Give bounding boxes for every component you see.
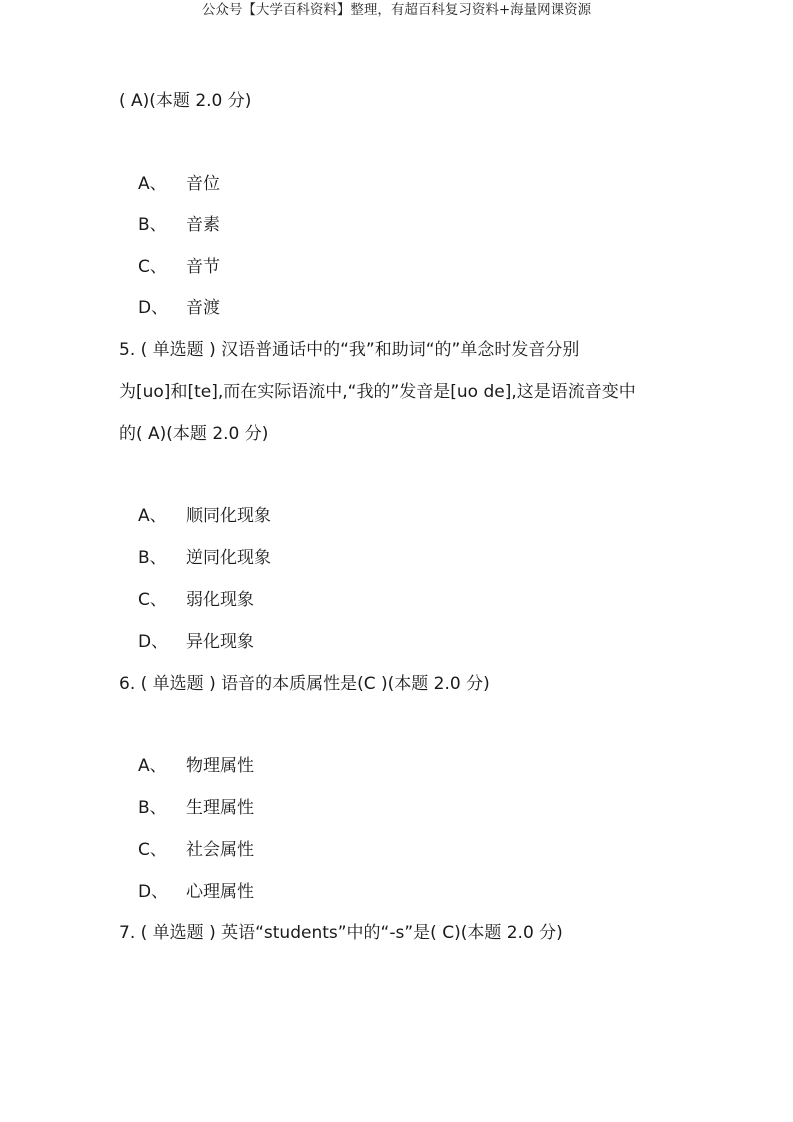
- q6-option-d-text: 心理属性: [186, 882, 254, 902]
- q6-option-b-letter: B、: [138, 798, 167, 818]
- page-header: 公众号【大学百科资料】整理，有超百科复习资料+海量网课资源: [201, 2, 592, 18]
- q5-option-c-text: 弱化现象: [186, 590, 254, 610]
- q4-option-b: [138, 213, 220, 237]
- q4-option-a: [138, 172, 220, 196]
- q6-stem-line-1: 6. ( 单选题 ) 语音的本质属性是(C )(本题 2.0 分): [119, 674, 490, 694]
- q4-option-a-letter: A、: [138, 174, 167, 194]
- q5-option-a-text: 顺同化现象: [186, 506, 271, 526]
- q6-option-b-text: 生理属性: [186, 798, 254, 818]
- q6-option-c-letter: C、: [138, 840, 167, 860]
- q4-option-c-letter: C、: [138, 257, 167, 277]
- q4-option-b-text: 音素: [186, 215, 220, 235]
- q6-option-d: [138, 880, 254, 904]
- q6-option-a-text: 物理属性: [186, 756, 254, 776]
- q5-option-b-letter: B、: [138, 548, 167, 568]
- q5-option-a-letter: A、: [138, 506, 167, 526]
- q4-option-c: [138, 255, 220, 279]
- q4-option-d: [138, 296, 220, 320]
- q4-option-b-letter: B、: [138, 215, 167, 235]
- q7-stem-line-1: 7. ( 单选题 ) 英语“students”中的“-s”是( C)(本题 2.0 分): [119, 923, 563, 943]
- q4-option-d-text: 音渡: [186, 298, 220, 318]
- q5-option-b: [138, 546, 271, 570]
- q6-option-c: [138, 838, 254, 862]
- q4-option-a-text: 音位: [186, 174, 220, 194]
- q5-option-d: [138, 630, 254, 654]
- q5-option-c-letter: C、: [138, 590, 167, 610]
- q6-option-a-letter: A、: [138, 756, 167, 776]
- q6-option-b: [138, 796, 254, 820]
- q5-stem-line-3: 的( A)(本题 2.0 分): [119, 424, 269, 444]
- q5-stem-line-2: 为[uo]和[te],而在实际语流中,“我的”发音是[uo de],这是语流音变中: [119, 382, 636, 402]
- q4-option-c-text: 音节: [186, 257, 220, 277]
- q6-option-c-text: 社会属性: [186, 840, 254, 860]
- q5-stem-line-1: 5. ( 单选题 ) 汉语普通话中的“我”和助词“的”单念时发音分别: [119, 340, 580, 360]
- q6-option-d-letter: D、: [138, 882, 169, 902]
- q5-option-a: [138, 504, 271, 528]
- q5-option-d-text: 异化现象: [186, 632, 254, 652]
- q5-option-c: [138, 588, 254, 612]
- q4-option-d-letter: D、: [138, 298, 169, 318]
- q4-answer-line: ( A)(本题 2.0 分): [119, 91, 252, 111]
- q5-option-d-letter: D、: [138, 632, 169, 652]
- q6-option-a: [138, 754, 254, 778]
- q5-option-b-text: 逆同化现象: [186, 548, 271, 568]
